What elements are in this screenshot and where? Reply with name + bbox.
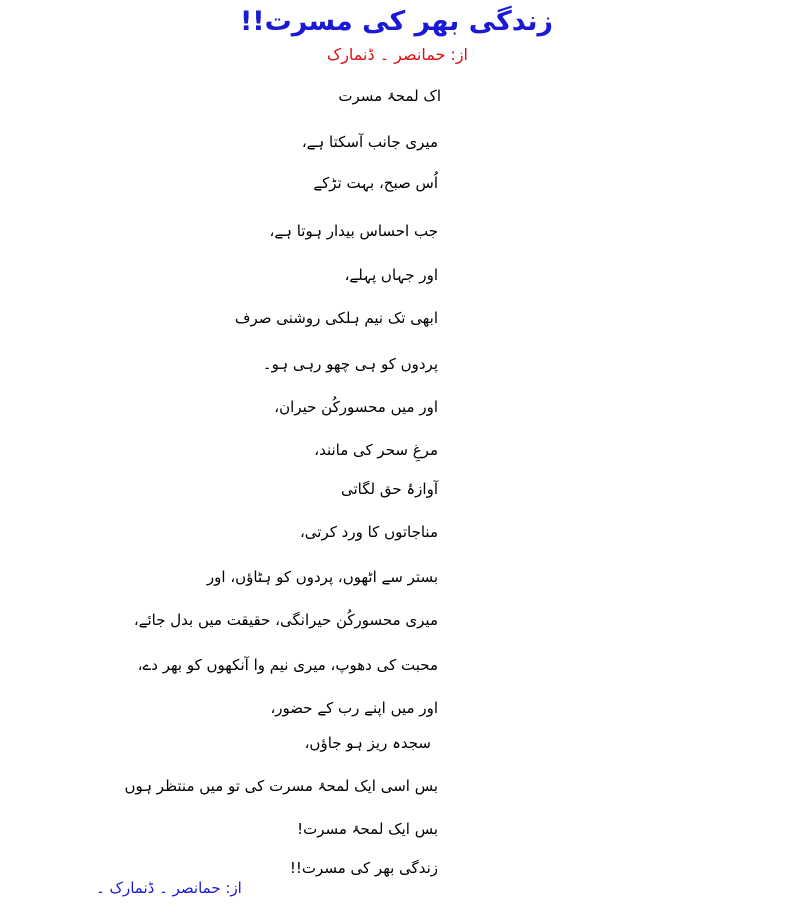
poem-line: اک لمحۂ مسرت [338,87,441,105]
poem-line: اور جہاں پہلے، [344,266,438,284]
poem-line: محبت کی دھوپ، میری نیم وا آنکھوں کو بھر دے، [137,656,438,674]
author-byline-top: از: حمانصر ۔ ڈنمارک [326,45,468,64]
poem-line: بس ایک لمحۂ مسرت! [297,820,438,838]
poem-line: میری محسورکُن حیرانگی، حقیقت میں بدل جائے، [133,611,438,629]
poem-title: زندگی بھر کی مسرت!! [239,6,554,37]
poem-line: زندگی بھر کی مسرت!! [289,859,438,877]
poem-line: ابھی تک نیم ہلکی روشنی صرف [234,309,438,327]
poem-line: مناجاتوں کا ورد کرتی، [299,523,438,541]
poem-line: آوازۂ حق لگاتی [340,480,438,498]
poem-line: اور میں اپنے رب کے حضور، [270,699,438,717]
author-byline-bottom: از: حمانصر ۔ ڈنمارک ۔ [96,879,242,897]
poem-line: جب احساس بیدار ہوتا ہے، [269,222,438,240]
poem-line: سجدہ ریز ہو جاؤں، [304,734,431,752]
poem-line: پردوں کو ہی چھو رہی ہو۔ [262,355,438,373]
poem-line: میری جانب آسکتا ہے، [301,133,438,151]
poem-line: اُس صبح، بہت تڑکے [313,174,438,192]
poem-line: اور میں محسورکُن حیران، [274,398,438,416]
poem-line: بس اسی ایک لمحۂ مسرت کی تو میں منتظر ہوں [124,777,438,795]
poem-line: بستر سے اٹھوں، پردوں کو ہٹاؤں، اور [206,568,438,586]
poem-line: مرغِ سحر کی مانند، [314,441,438,459]
